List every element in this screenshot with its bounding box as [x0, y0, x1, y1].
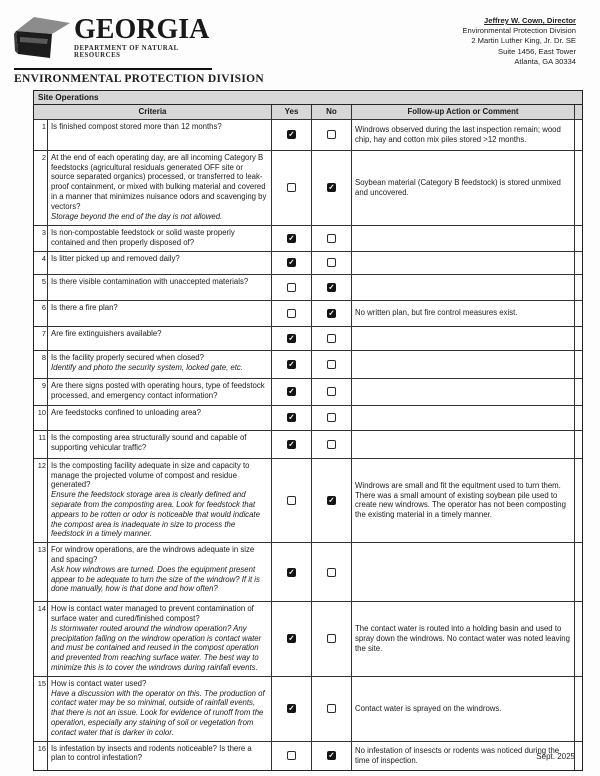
yes-checkbox-row-8[interactable]	[287, 360, 296, 369]
checkmark-icon: ✓	[328, 495, 335, 505]
criteria-question: Are fire extinguishers available?	[51, 328, 162, 338]
checkmark-icon: ✓	[288, 129, 295, 139]
yes-checkbox-row-4[interactable]	[287, 258, 296, 267]
director-address-block	[462, 16, 576, 67]
table-edge-cell	[574, 406, 584, 430]
comment-cell	[351, 351, 574, 378]
yes-cell	[271, 459, 311, 542]
checkmark-icon: ✓	[288, 633, 295, 643]
checkmark-icon: ✓	[288, 359, 295, 369]
no-cell	[311, 351, 351, 378]
no-cell	[311, 742, 351, 770]
table-edge-cell	[574, 351, 584, 378]
comment-text: The contact water is routed into a holding basin and used to spray down the windrows. No contact water was noted leaving the site.	[355, 624, 570, 653]
table-row	[34, 252, 582, 275]
yes-cell	[271, 120, 311, 150]
checkmark-icon: ✓	[328, 750, 335, 760]
table-edge-cell	[574, 151, 584, 225]
criteria-cell	[47, 431, 271, 458]
yes-checkbox-row-3[interactable]	[287, 234, 296, 243]
no-column-header: No	[311, 105, 351, 119]
row-number: 16	[37, 743, 46, 753]
criteria-cell	[47, 543, 271, 601]
no-checkbox-row-16[interactable]	[327, 751, 336, 760]
table-edge-cell	[574, 327, 584, 350]
table-row	[34, 151, 582, 226]
comment-cell	[351, 252, 574, 274]
table-row	[34, 351, 582, 379]
criteria-cell	[47, 677, 271, 741]
comment-cell	[351, 459, 574, 542]
row-number: 8	[41, 352, 46, 362]
no-checkbox-row-14[interactable]	[327, 634, 336, 643]
no-checkbox-row-3[interactable]	[327, 234, 336, 243]
criteria-question: Is the composting area structurally sound and capable of supporting vehicular traffic?	[51, 432, 247, 452]
table-row	[34, 602, 582, 677]
no-checkbox-row-11[interactable]	[327, 440, 336, 449]
criteria-note: Ask how windrows are turned. Does the equipment present appear to be adequate to turn the size of the windrow? If it is done manually, how is that done and how often?	[51, 564, 260, 594]
comment-text: Contact water is sprayed on the windrows.	[355, 703, 502, 713]
table-edge-cell	[574, 301, 584, 326]
criteria-note: Have a discussion with the operator on this. The production of contact water may be so minimal, outside of rainfall events, that there is not an issue. Look for evidence of runoff from the operation, especially any staining of soil or vegetation from contact water that is darker in color.	[51, 688, 265, 737]
address-line: Atlanta, GA 30334	[514, 56, 576, 66]
comment-cell	[351, 327, 574, 350]
table-row	[34, 226, 582, 252]
yes-cell	[271, 677, 311, 741]
criteria-question: At the end of each operating day, are all incoming Category B feedstocks (agricultural residuals generated OFF site or source separated organics) processed, or transferred to leak-proof containment, or mixed with bulking material and covered in a manner that minimizes nuisance odors and scavenging by vectors?	[51, 152, 267, 211]
yes-checkbox-row-5[interactable]	[287, 283, 296, 292]
yes-cell	[271, 151, 311, 225]
row-number: 10	[37, 407, 46, 417]
criteria-cell	[47, 252, 271, 274]
address-line: Environmental Protection Division	[462, 26, 576, 36]
row-number: 7	[41, 328, 46, 338]
agency-letterhead	[14, 12, 264, 85]
table-row	[34, 301, 582, 327]
table-row	[34, 459, 582, 543]
criteria-cell	[47, 327, 271, 350]
criteria-question: Are there signs posted with operating hours, type of feedstock processed, and emergency contact information?	[51, 380, 265, 400]
no-checkbox-row-1[interactable]	[327, 130, 336, 139]
comment-cell	[351, 602, 574, 676]
row-number: 1	[41, 121, 46, 131]
table-edge-cell	[574, 543, 584, 601]
row-number: 5	[41, 276, 46, 286]
yes-checkbox-row-6[interactable]	[287, 309, 296, 318]
criteria-table-body	[34, 120, 582, 770]
division-name: ENVIRONMENTAL PROTECTION DIVISION	[14, 73, 264, 85]
no-checkbox-row-5[interactable]	[327, 283, 336, 292]
georgia-state-logo-icon	[14, 14, 72, 64]
comment-cell	[351, 151, 574, 225]
comment-cell	[351, 379, 574, 405]
row-number: 14	[37, 604, 46, 614]
table-edge-cell	[574, 677, 584, 741]
yes-column-header: Yes	[271, 105, 311, 119]
table-edge-cell	[574, 379, 584, 405]
criteria-question: How is contact water used?	[51, 678, 147, 688]
criteria-question: Is the composting facility adequate in size and capacity to manage the projected volume of compost and residue generated?	[51, 460, 250, 490]
yes-cell	[271, 275, 311, 300]
yes-cell	[271, 226, 311, 251]
comment-text: Windrows are small and fit the equitment used to turn them. There was a small amount of existing soybean pile used to create new windrows. The operator has not been composting the existing material in a timely manner.	[355, 480, 566, 520]
yes-checkbox-row-10[interactable]	[287, 413, 296, 422]
yes-checkbox-row-9[interactable]	[287, 387, 296, 396]
checkmark-icon: ✓	[288, 703, 295, 713]
table-row	[34, 120, 582, 151]
no-cell	[311, 677, 351, 741]
yes-cell	[271, 252, 311, 274]
section-title: Site Operations	[34, 91, 582, 105]
comment-text: No written plan, but fire control measures exist.	[355, 308, 518, 318]
row-number: 4	[41, 253, 46, 263]
yes-cell	[271, 379, 311, 405]
criteria-question: Is finished compost stored more than 12 months?	[51, 121, 222, 131]
comment-cell	[351, 677, 574, 741]
comment-column-header: Follow-up Action or Comment	[351, 105, 574, 119]
comment-cell	[351, 406, 574, 430]
table-edge-cell	[574, 431, 584, 458]
yes-cell	[271, 602, 311, 676]
address-line: 2 Martin Luther King, Jr. Dr. SE	[471, 36, 576, 46]
criteria-cell	[47, 742, 271, 770]
criteria-note: Storage beyond the end of the day is not allowed.	[51, 211, 223, 221]
criteria-cell	[47, 406, 271, 430]
comment-cell	[351, 431, 574, 458]
yes-checkbox-row-2[interactable]	[287, 183, 296, 192]
checkmark-icon: ✓	[288, 439, 295, 449]
yes-checkbox-row-12[interactable]	[287, 496, 296, 505]
checkmark-icon: ✓	[328, 182, 335, 192]
checkmark-icon: ✓	[288, 412, 295, 422]
yes-cell	[271, 406, 311, 430]
row-number: 6	[41, 302, 46, 312]
criteria-note: Identify and photo the security system, locked gate, etc.	[51, 362, 243, 372]
comment-text: Soybean material (Category B feedstock) is stored unmixed and uncovered.	[355, 178, 561, 197]
checkmark-icon: ✓	[288, 386, 295, 396]
yes-checkbox-row-15[interactable]	[287, 704, 296, 713]
table-row	[34, 327, 582, 351]
comment-cell	[351, 120, 574, 150]
table-edge-cell	[574, 226, 584, 251]
yes-checkbox-row-1[interactable]	[287, 130, 296, 139]
criteria-question: Is there visible contamination with unaccepted materials?	[51, 276, 249, 286]
director-name: Jeffrey W. Cown, Director	[484, 16, 576, 25]
table-edge-cell	[574, 459, 584, 542]
no-cell	[311, 275, 351, 300]
criteria-cell	[47, 301, 271, 326]
no-checkbox-row-7[interactable]	[327, 334, 336, 343]
no-cell	[311, 543, 351, 601]
yes-cell	[271, 742, 311, 770]
yes-checkbox-row-16[interactable]	[287, 751, 296, 760]
no-cell	[311, 459, 351, 542]
criteria-question: How is contact water managed to prevent contamination of surface water and cured/finished compost?	[51, 604, 254, 623]
criteria-cell	[47, 226, 271, 251]
row-number: 12	[37, 460, 46, 470]
logo-subtitle: DEPARTMENT OF NATURAL RESOURCES	[74, 45, 179, 59]
criteria-cell	[47, 275, 271, 300]
no-checkbox-row-12[interactable]	[327, 496, 336, 505]
no-cell	[311, 327, 351, 350]
criteria-cell	[47, 351, 271, 378]
criteria-cell	[47, 602, 271, 676]
criteria-question: Is infestation by insects and rodents noticeable? Is there a plan to control infestation?	[51, 743, 252, 763]
yes-checkbox-row-13[interactable]	[287, 568, 296, 577]
checkmark-icon: ✓	[328, 282, 335, 292]
table-edge-cell	[574, 252, 584, 274]
no-cell	[311, 379, 351, 405]
comment-cell	[351, 275, 574, 300]
no-checkbox-row-15[interactable]	[327, 704, 336, 713]
no-cell	[311, 301, 351, 326]
criteria-column-header: Criteria	[138, 107, 167, 116]
table-edge-cell	[574, 602, 584, 676]
comment-text: No infestation of insescts or rodents was noticed during the time of inspection.	[355, 745, 560, 765]
criteria-cell	[47, 151, 271, 225]
row-number: 11	[38, 432, 46, 442]
table-row	[34, 275, 582, 301]
checkmark-icon: ✓	[288, 567, 295, 577]
criteria-question: Are feedstocks confined to unloading area?	[51, 407, 201, 417]
no-checkbox-row-9[interactable]	[327, 387, 336, 396]
no-cell	[311, 602, 351, 676]
table-row	[34, 406, 582, 431]
criteria-question: Is the facility properly secured when closed?	[51, 352, 204, 362]
site-operations-table	[33, 90, 583, 771]
no-cell	[311, 226, 351, 251]
table-edge-cell	[574, 105, 584, 119]
criteria-note: Is stormwater routed around the windrow operation? Any precipitation falling on the windrow operation is contact water and must be contained and reused in the compost operation and prevented from reaching surface water. The best way to minimize this is to cover the windrows during rainfall events.	[51, 623, 262, 672]
no-checkbox-row-6[interactable]	[327, 309, 336, 318]
row-number: 3	[41, 227, 46, 237]
comment-cell	[351, 226, 574, 251]
no-cell	[311, 431, 351, 458]
no-checkbox-row-8[interactable]	[327, 360, 336, 369]
yes-cell	[271, 431, 311, 458]
no-cell	[311, 406, 351, 430]
checkmark-icon: ✓	[328, 308, 335, 318]
comment-cell	[351, 301, 574, 326]
no-cell	[311, 252, 351, 274]
criteria-question: Is there a fire plan?	[51, 302, 118, 312]
yes-cell	[271, 543, 311, 601]
yes-checkbox-row-11[interactable]	[287, 440, 296, 449]
criteria-question: Is litter picked up and removed daily?	[51, 253, 180, 263]
comment-cell	[351, 543, 574, 601]
yes-checkbox-row-7[interactable]	[287, 334, 296, 343]
table-edge-cell	[574, 275, 584, 300]
row-number: 9	[41, 380, 46, 390]
table-edge-cell	[574, 742, 584, 770]
table-header-row	[34, 105, 582, 120]
table-row	[34, 677, 582, 742]
no-checkbox-row-10[interactable]	[327, 413, 336, 422]
yes-cell	[271, 327, 311, 350]
yes-checkbox-row-14[interactable]	[287, 634, 296, 643]
address-line: Suite 1456, East Tower	[498, 46, 576, 56]
no-checkbox-row-2[interactable]	[327, 183, 336, 192]
criteria-cell	[47, 120, 271, 150]
table-edge-cell	[574, 120, 584, 150]
no-cell	[311, 151, 351, 225]
row-number: 2	[41, 152, 46, 162]
logo-title: GEORGIA	[74, 14, 210, 45]
table-row	[34, 379, 582, 406]
no-cell	[311, 120, 351, 150]
criteria-question: For windrow operations, are the windrows adequate in size and spacing?	[51, 545, 255, 564]
row-number: 13	[37, 545, 46, 555]
letterhead-divider	[14, 68, 212, 70]
yes-cell	[271, 301, 311, 326]
checkmark-icon: ✓	[288, 333, 295, 343]
table-row	[34, 543, 582, 602]
criteria-question: Is non-compostable feedstock or solid waste properly contained and then properly disposed of?	[51, 227, 235, 247]
checkmark-icon: ✓	[288, 257, 295, 267]
criteria-note: Ensure the feedstock storage area is clearly defined and separate from the composting area. Look for feedstock that appears to be rotten or odor is noticeable that would indicate the compost area is inadequate in size to process the feedstock in a timely manner.	[51, 490, 260, 539]
footer-date: Sept. 2025	[536, 752, 575, 761]
row-number: 15	[37, 678, 46, 688]
yes-cell	[271, 351, 311, 378]
criteria-cell	[47, 459, 271, 542]
no-checkbox-row-4[interactable]	[327, 258, 336, 267]
table-row	[34, 431, 582, 459]
comment-text: Windrows observed during the last inspection remain; wood chip, hay and cotton mix piles stored >12 months.	[355, 125, 561, 144]
checkmark-icon: ✓	[288, 233, 295, 243]
table-row	[34, 742, 582, 770]
no-checkbox-row-13[interactable]	[327, 568, 336, 577]
criteria-cell	[47, 379, 271, 405]
